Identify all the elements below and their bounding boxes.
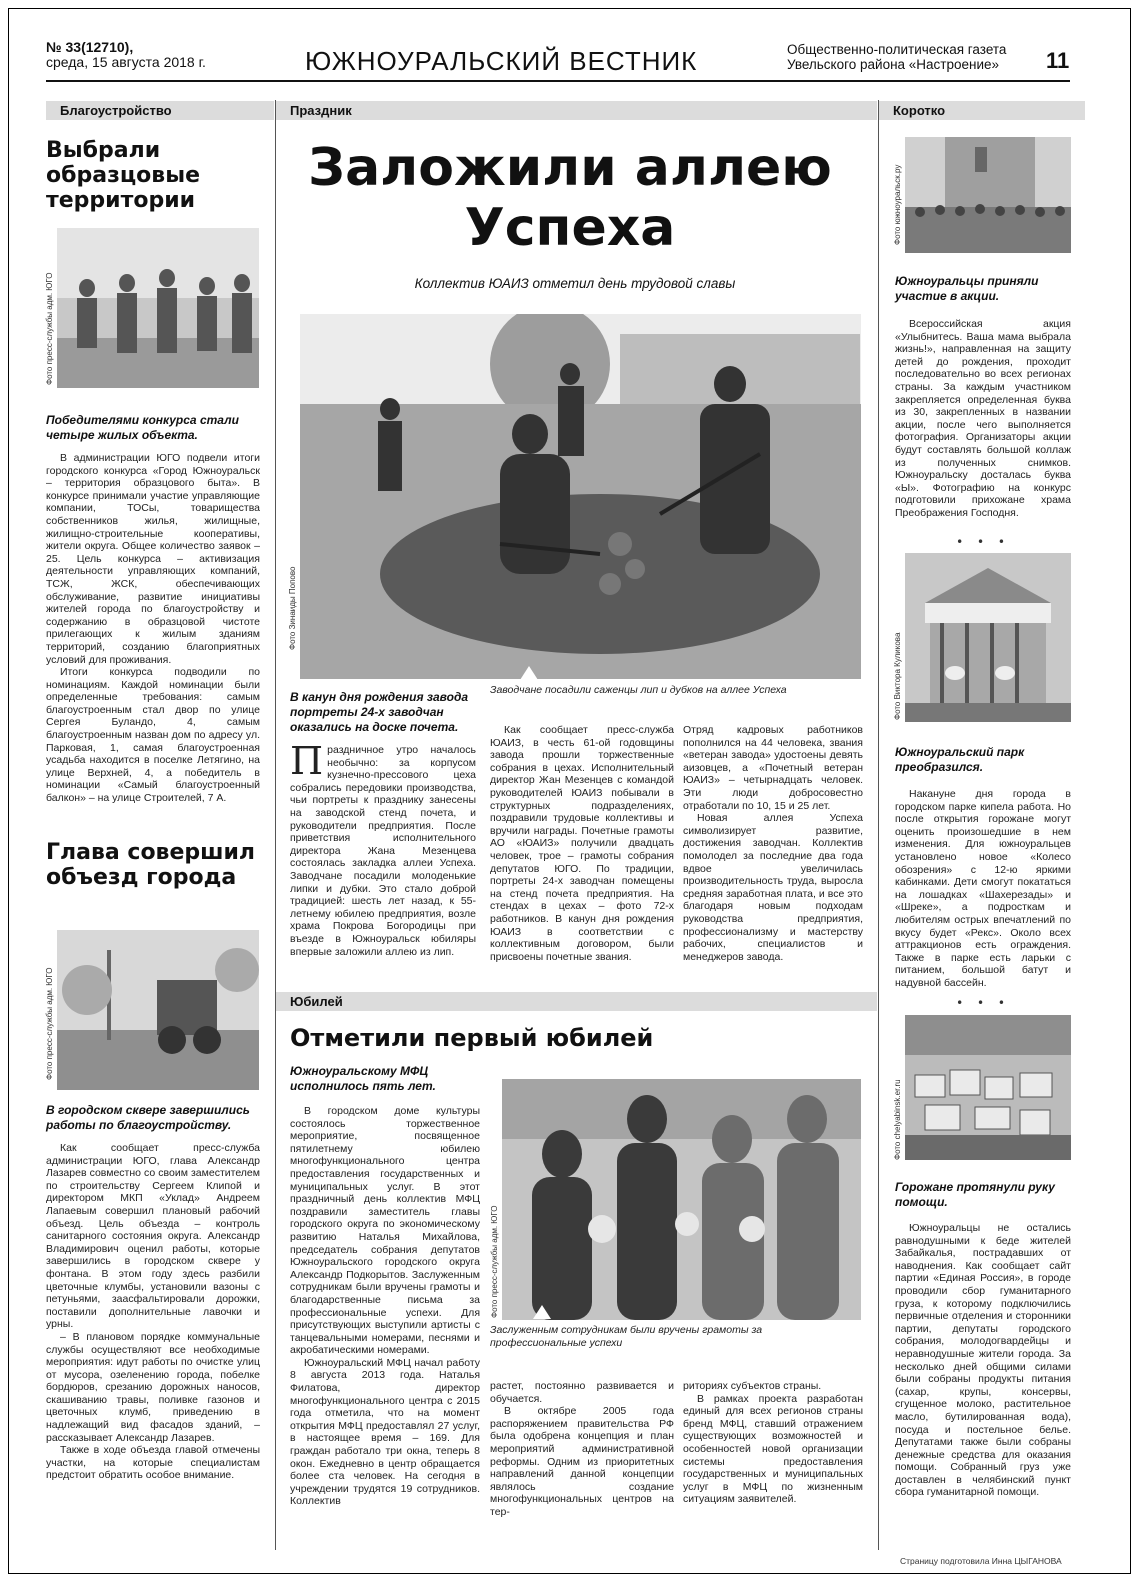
photo-jubilee-image	[502, 1079, 861, 1320]
caption-jubilee: Заслуженным сотрудникам были вручены грамоты за профессиональные успехи	[490, 1324, 763, 1349]
paragraph: риториях субъектов страны.	[683, 1380, 822, 1392]
main-headline: Заложили аллею Успеха	[308, 138, 832, 258]
separator-dots-1: • • •	[956, 535, 1010, 549]
body-alley-col2	[490, 724, 674, 963]
photo-credit-inspection: Фото пресс-службы адм. ЮГО	[45, 967, 54, 1080]
photo-credit-aid: Фото chelyabinsk.er.ru	[893, 1079, 902, 1160]
issue-date: среда, 15 августа 2018 г.	[46, 54, 206, 70]
photo-territories-image	[57, 228, 259, 388]
caption-pointer-jubilee	[533, 1305, 551, 1319]
issue-number: № 33(12710),	[46, 39, 134, 55]
body-jubilee-col3	[683, 1380, 863, 1506]
footer-credit: Страницу подготовила Инна ЦЫГАНОВА	[900, 1556, 1062, 1566]
paragraph: В рамках проекта разработан единый для всех регионов страны бренд МФЦ, ставший отражением существующих возможностей и особенностей новой организации системы предоставления государственных и муниципальных услуг в МФЦ по жизненным ситуациям заявителей.	[683, 1392, 863, 1506]
paragraph: – В плановом порядке коммунальные службы осуществляют все необходимые мероприятия: идут работы по очистке улиц от мусора, озеленению города, побелке бордюров, срезанию дорожных наносов, скашиванию травы, поливке газонов и цветочных клумб, приведению в надлежащий вид фасадов зданий, – рассказывает Александр Лазарев.	[46, 1330, 260, 1444]
body-inspection	[46, 1142, 260, 1482]
paragraph: Южноуральский МФЦ начал работу 8 августа 2013 года. Наталья Филатова, директор многофункционального центра с 2015 года отметила, что на момент открытия МФЦ предоставлял 27 услуг, в настоящее время – 169. Для граждан работало три окна, теперь 8 окон. Ежедневно в центр обращается более ста человек. На сегодня в учреждении трудятся 19 сотрудников. Коллектив	[290, 1356, 480, 1508]
issue-info	[46, 40, 206, 70]
subtitle-line-1: Общественно-политическая газета	[787, 42, 1007, 57]
paragraph: Отряд кадровых работников пополнился на 44 человека, звания «ветеран завода» удостоены девять аизовцев, а «Почетный ветеран ЮАИЗ» – четырнадцать человек. Эти люди добросовестно отработали по 10, 15 и 25 лет.	[683, 724, 863, 812]
jubilee-headline: Отметили первый юбилей	[290, 1024, 654, 1052]
paragraph: Как сообщает пресс-служба ЮАИЗ, в честь 61-ой годовщины завода прошли торжественные собрания в цехах. Исполнительный директор Жан Мезенцев с командой руководителей ЮАИЗ побывали в структурных подразделениях, поздравили трудовые коллективы и вручили награды. Почетные грамоты АО «ЮАИЗ» получили двадцать человек, трое – грамоты собрания депутатов ЮГО. По традиции, портреты 24-х заводчан помещены на стенд почета предприятия. На стендах в цехах – фото 72-х работников. В канун дня рождения ЮАИЗ в соответствии с коллективным договором, были присвоены почетные звания.	[490, 724, 674, 963]
section-label-center: Праздник	[276, 101, 877, 120]
photo-inspection	[57, 930, 259, 1090]
section-label-jubilee: Юбилей	[276, 992, 877, 1011]
body-action	[895, 318, 1071, 520]
paragraph: Южноуральцы не остались равнодушными к беде жителей Забайкалья, пострадавших от наводнения. Как сообщает сайт партии «Единая Россия», в городе проводили сбор гуманитарного груза, к которому подключились первичные отделения и сторонники партии, депутаты городского собрания, молодогвардейцы и неравнодушные жители города. За несколько дней общими силами были собраны продукты питания (сахар, крупы, консервы, сгущенное молоко, растительное масло, бутилированная вода), посуда и постельное белье. Депутатами также были собраны денежные средства для оказания помощи. Собранный груз уже доставлен в челябинский пункт сбора гуманитарной помощи.	[895, 1222, 1071, 1499]
newspaper-subtitle	[787, 42, 1006, 72]
photo-carousel-image	[905, 553, 1071, 722]
paragraph: раздничное утро началось необычно: за корпусом кузнечно-прессового цеха собрались передовики производства, чьи портреты к празднику занесены на заводской стенд почета, и руководители предприятия. После приветствия исполнительного директора Жана Мезенцева состоялась закладка аллеи Успеха. Заводчане посадили молоденькие липки и дубки. Это стало доброй традицией: шесть лет назад, к 55-летнему юбилею предприятия, возле храма Покрова Богородицы при въезде в Южноуральск юбиляры впервые заложили аллею из лип.	[290, 744, 476, 958]
photo-aid	[905, 1015, 1071, 1160]
lead-jubilee: Южноуральскому МФЦ исполнилось пять лет.	[290, 1064, 436, 1093]
photo-alley-image	[300, 314, 861, 679]
photo-credit-territories: Фото пресс-службы адм. ЮГО	[45, 272, 54, 385]
photo-carousel	[905, 553, 1071, 722]
separator-dots-2: • • •	[956, 996, 1010, 1010]
col-divider-1	[275, 100, 276, 1550]
main-subheadline: Коллектив ЮАИЗ отметил день трудовой славы	[414, 276, 736, 291]
paragraph: растет, постоянно развивается и обучается.	[490, 1380, 674, 1405]
photo-aid-image	[905, 1015, 1071, 1160]
body-aid	[895, 1222, 1071, 1499]
photo-action-image	[905, 137, 1071, 253]
subtitle-line-2: Увельского района «Настроение»	[787, 57, 1000, 72]
caption-pointer	[520, 666, 538, 680]
paragraph: Накануне дня города в городском парке кипела работа. Но после открытия горожане могут оценить произошедшие в нем изменения. Для южноуральцев установлено новое «Колесо обозрения» с 12-ю яркими кабинками. Дети смогут покататься на лошадках «Шахерезады» и «Шреке», а подросткам и любителям острых впечатлений по вкусу будет «Рекс». Около всех аттракционов есть ограждения. Также в парке есть ларьки с питанием, большой батут и надувной бассейн.	[895, 788, 1071, 989]
paragraph: Всероссийская акция «Улыбнитесь. Ваша мама выбрала жизнь!», направленная на защиту детей до рождения, проходит последовательно во всех регионах страны. За каждым участником закрепляется определенная буква из 30, закрепленных в названии акции, после чего выполняется фотография. Организаторы акции будут составлять большой коллаж из полученных снимков. Южноуральску досталась буква «Ы». Фотографию на конкурс подготовили прихожане храма Преображения Господня.	[895, 318, 1071, 519]
caption-alley: Заводчане посадили саженцы лип и дубков на аллее Успеха	[490, 684, 787, 696]
photo-credit-action: Фото южноуральск.ру	[893, 164, 902, 245]
paragraph: В городском доме культуры состоялось торжественное мероприятие, посвященное пятилетнему юбилею многофункционального центра предоставления государственных и муниципальных услуг. В этот праздничный день коллектив МФЦ поздравили заместитель главы городского округа по экономическому развитию Наталья Михайлова, председатель собрания депутатов Южноуральского городского округа Александр Подкорытов. Заслуженным сотрудникам были вручены грамоты и благодарственные письма за профессиональные успехи. Для присутствующих выступили артисты с танцевальными номерами, песнями и акробатическими номерами.	[290, 1105, 480, 1357]
paragraph: Новая аллея Успеха символизирует развитие, достижения заводчан. Коллектив помолодел за последние два года вдвое увеличилась производительность труда, выросла средняя заработная плата, и все это благодаря новым подходам руководства предприятия, профессионализму и мастерству рабочих, специалистов и менеджеров завода.	[683, 812, 863, 963]
photo-inspection-image	[57, 930, 259, 1090]
newspaper-title: ЮЖНОУРАЛЬСКИЙ ВЕСТНИК	[305, 46, 698, 76]
section-label-right: Коротко	[879, 101, 1085, 120]
body-jubilee-col2	[490, 1380, 674, 1519]
lead-inspection: В городском сквере завершились работы по благоустройству.	[46, 1103, 250, 1132]
paragraph: В октябре 2005 года распоряжением правительства РФ была одобрена концепция и план мероприятий административной реформы. Одним из приоритетных направлений данной концепции являлось создание многофункциональных центров на тер-	[490, 1405, 674, 1518]
body-territories	[46, 452, 260, 805]
body-alley-col3	[683, 724, 863, 963]
page-number: 11	[1046, 48, 1070, 73]
body-alley-col1	[290, 739, 476, 958]
photo-credit-carousel: Фото Виктора Куликова	[893, 632, 902, 720]
header-rule	[46, 80, 1070, 82]
section-label-left: Благоустройство	[46, 101, 274, 120]
lead-territories: Победителями конкурса стали четыре жилых объекта.	[46, 413, 239, 442]
dropcap: П	[290, 739, 324, 783]
photo-action	[905, 137, 1071, 253]
body-jubilee-col1	[290, 1105, 480, 1508]
paragraph: В администрации ЮГО подвели итоги городского конкурса «Город Южноуральск – территория образцового быта». В конкурсе принимали участие управляющие компании, ТОСы, товарищества собственников жилья, жилищные, жилищно-строительные кооперативы, жители округа. Общее количество заявок – 25. Цель конкурса – активизация деятельности управляющих компаний, ТСЖ, ЖСК, обеспечивающих обслуживание, развитие инициативы жителей города по благоустройству и содержанию в образцовой чистоте прилегающих к жилым зданиям территорий, созданию благоприятных условий для проживания.	[46, 452, 260, 666]
lead-aid: Горожане протянули руку помощи.	[895, 1180, 1055, 1209]
photo-jubilee	[502, 1079, 861, 1320]
article-title-territories: Выбрали образцовые территории	[46, 138, 201, 213]
lead-carousel: Южноуральский парк преобразился.	[895, 745, 1025, 774]
photo-credit-jubilee: Фото пресс-службы адм. ЮГО	[490, 1205, 499, 1318]
lead-action: Южноуральцы приняли участие в акции.	[895, 274, 1039, 303]
article-title-inspection: Глава совершил объезд города	[46, 840, 256, 890]
photo-credit-alley: Фото Зинаиды Попово	[288, 566, 297, 650]
body-carousel	[895, 788, 1071, 990]
col-divider-2	[878, 100, 879, 1550]
paragraph: Также в ходе объезда главой отмечены участки, на которые специалистам предстоит обратить особое внимание.	[46, 1444, 260, 1482]
photo-territories	[57, 228, 259, 388]
paragraph: Итоги конкурса подводили по номинациям. Каждой номинации были определенные требования: самым благоустроенным стал двор по улице Сергея Буландо, 4, самым благоустроенным назван дом по адресу ул. Парковая, 1, самая благоустроенная усадьба находится в поселке Летягино, на улице Верхней, 4, а победитель в номинации «Самый благоустроенный балкон» – на улице Строителей, 7 А.	[46, 666, 260, 805]
lead-alley: В канун дня рождения завода портреты 24-х заводчан оказались на доске почета.	[290, 690, 469, 734]
photo-alley	[300, 314, 861, 679]
paragraph: Как сообщает пресс-служба администрации ЮГО, глава Александр Лазарев совместно со своим заместителем по строительству Сергеем Клипой и директором МКП «Уклад» Андреем Лапаевым совершил плановый рабочий объезд. Цель объезда – контроль санитарного состояния округа. Александр Владимирович оценил работы, которые завершились в городском сквере у фонтана. В этом году здесь разбили цветочные клумбы, установили вазоны с петуньями, заасфальтировали дорожки, поставили дополнительные лавочки и урны.	[46, 1142, 260, 1331]
